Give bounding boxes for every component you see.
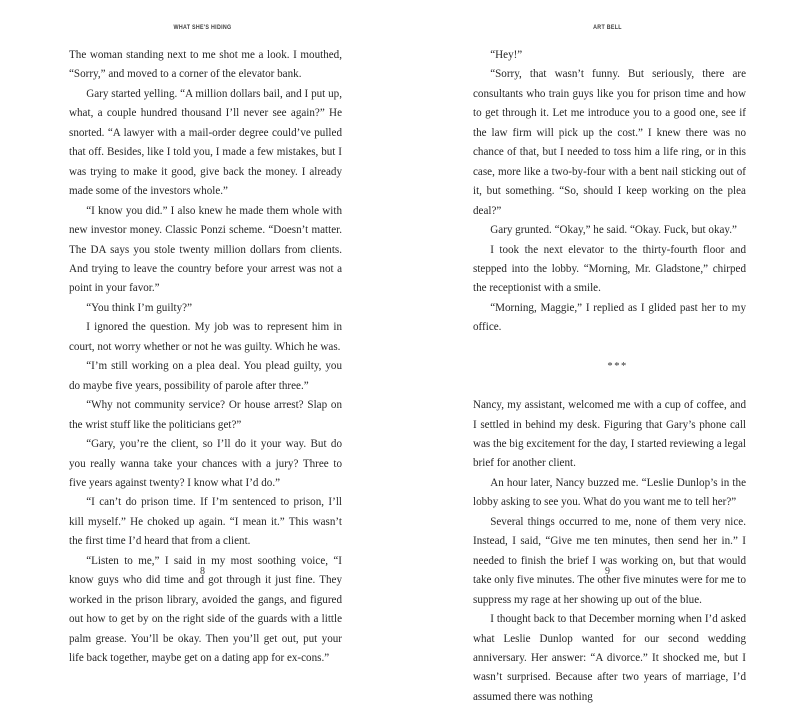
scene-break-separator: *** <box>607 361 628 373</box>
scene-break-spacer <box>473 377 746 396</box>
paragraph: “I’m still working on a plea deal. You plead guilty, you do maybe five years, possibility of parole after three.” <box>69 360 342 392</box>
paragraph: “Gary, you’re the client, so I’ll do it your way. But do you really wanna take your chances with a jury? Three to five years against twenty? I know what I’d do.” <box>69 438 342 489</box>
left-page <box>0 0 405 665</box>
running-head-left: WHAT SHE'S HIDING <box>173 24 232 31</box>
right-page <box>405 0 810 703</box>
paragraph: “Why not community service? Or house arrest? Slap on the wrist stuff like the politicians get?” <box>69 399 342 431</box>
paragraph: Several things occurred to me, none of them very nice. Instead, I said, “Give me ten minutes, then send her in.” I needed to finish the brief I was working on, but that would take only five minutes. The other five minutes were for me to suppress my rage at her showing up out of the blue. <box>473 515 746 606</box>
running-head-right: ART BELL <box>593 24 622 31</box>
paragraph: Gary grunted. “Okay,” he said. “Okay. Fuck, but okay.” <box>490 224 737 237</box>
paragraph: The woman standing next to me shot me a look. I mouthed, “Sorry,” and moved to a corner of the elevator bank. <box>69 49 342 81</box>
scene-break-spacer <box>473 338 746 357</box>
page-number-left: 8 <box>200 566 205 577</box>
paragraph: “Listen to me,” I said in my most soothing voice, “I know guys who did time and got through it just fine. They worked in the prison library, avoided the gangs, and figured out how to get by on the right side of the guards with a little palm grease. You’ll be okay. Then you’ll get out, put your life back together, maybe get on a dating app for ex-cons.” <box>69 554 342 665</box>
paragraph: “I can’t do prison time. If I’m sentenced to prison, I’ll kill myself.” He choked up again. “I mean it.” This wasn’t the first time I’d heard that from a client. <box>69 496 342 548</box>
paragraph: Nancy, my assistant, welcomed me with a cup of coffee, and I settled in behind my desk. Figuring that Gary’s phone call was the big excitement for the day, I started reviewing a legal brief for another client. <box>473 399 746 470</box>
paragraph: “Hey!” <box>490 49 523 61</box>
paragraph: “I know you did.” I also knew he made them whole with new investor money. Classic Ponzi scheme. “Doesn’t matter. The DA says you stole twenty million dollars from clients. And trying to leave the country before your arrest was not a point in your favor.” <box>69 204 342 295</box>
paragraph: I took the next elevator to the thirty-fourth floor and stepped into the lobby. “Morning, Mr. Gladstone,” chirped the receptionist with a smile. <box>473 243 746 295</box>
paragraph: “Morning, Maggie,” I replied as I glided past her to my office. <box>473 301 746 334</box>
page-number-right: 9 <box>605 566 610 577</box>
paragraph: I thought back to that December morning when I’d asked what Leslie Dunlop wanted for our second wedding anniversary. Her answer: “A divorce.” It shocked me, but I wasn’t surprised. Because after two years of marriage, I’d assumed there was nothing <box>473 613 746 703</box>
paragraph: An hour later, Nancy buzzed me. “Leslie Dunlop’s in the lobby asking to see you. What do you want me to tell her?” <box>473 476 746 509</box>
paragraph: Gary started yelling. “A million dollars bail, and I put up, what, a couple hundred thousand I’ll never see again?” He snorted. “A lawyer with a mail-order degree could’ve pulled that off. Besides, like I told you, I made a few mistakes, but I was trying to make it good, give back the money. I already made some of the investors whole.” <box>69 87 342 198</box>
paragraph: I ignored the question. My job was to represent him in court, not worry whether or not he was guilty. Which he was. <box>69 321 342 353</box>
paragraph: “Sorry, that wasn’t funny. But seriously, there are consultants who train guys like you for prison time and how to get through it. Let me introduce you to a good one, see if the law firm will pick up the cost.” I knew there was no chance of that, but I needed to toss him a life ring, or in this case, more like a two-by-four with a bent nail sticking out of it, but something. “So, should I keep working on the plea deal?” <box>473 68 746 217</box>
paragraph: “You think I’m guilty?” <box>86 301 192 314</box>
